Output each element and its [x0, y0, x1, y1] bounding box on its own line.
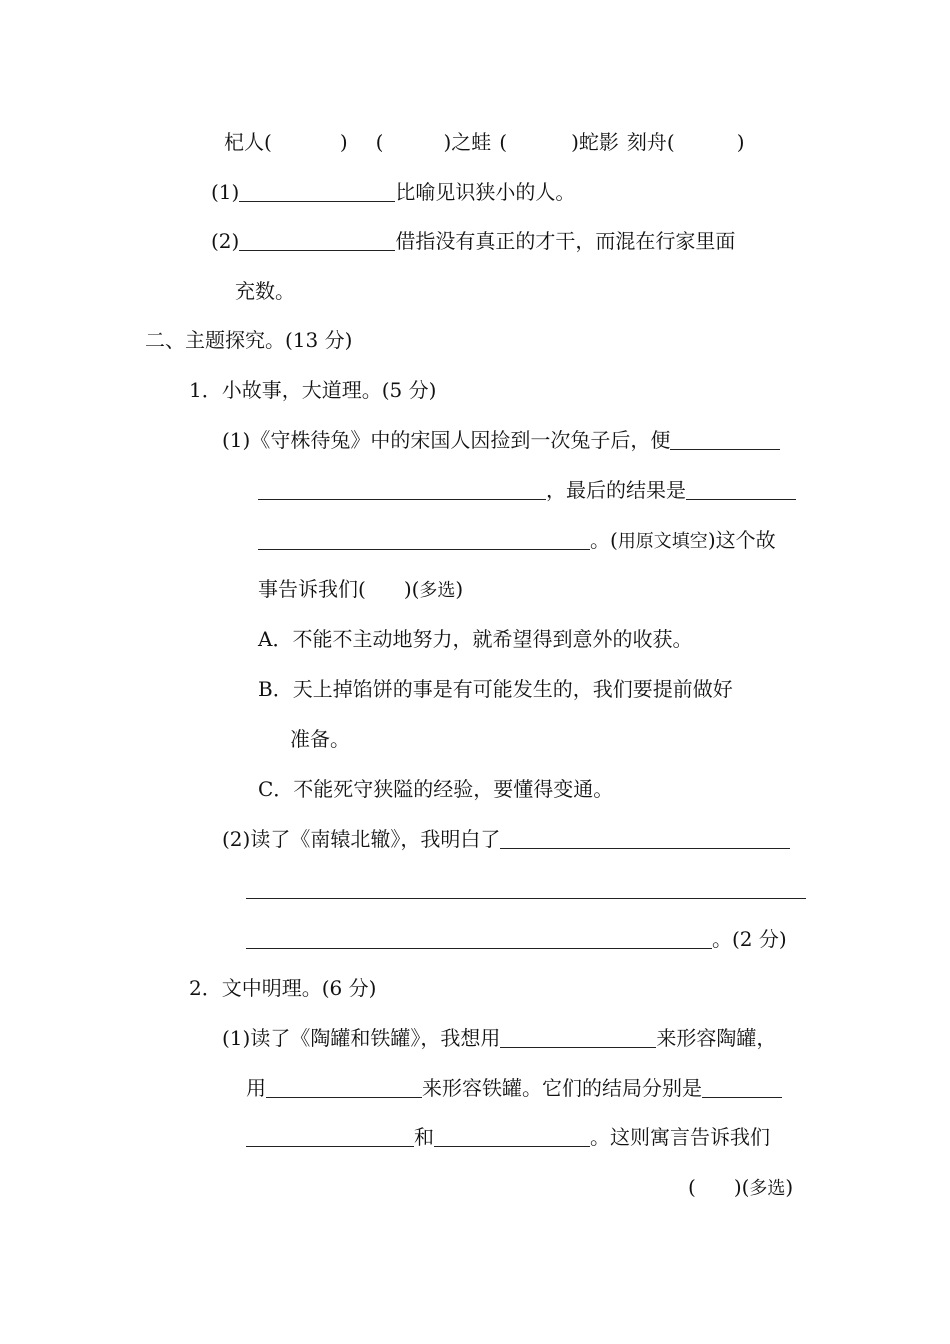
answer-blank[interactable] [239, 181, 395, 202]
answer-blank[interactable] [239, 230, 395, 251]
question-2-line: (2) 借指没有真正的才干，而混在行家里面 [211, 229, 736, 253]
part-1-sub2-line3: 。(2 分) [246, 925, 787, 953]
answer-blank[interactable] [246, 1126, 414, 1147]
multi-select-note: 多选 [749, 1178, 786, 1199]
part-1-sub2-line1: (2)读了《南辕北辙》，我明白了 [222, 825, 790, 853]
answer-blank[interactable] [258, 479, 546, 500]
answer-blank[interactable] [434, 1126, 590, 1147]
question-1-line: (1) 比喻见识狭小的人。 [211, 180, 576, 204]
answer-blank[interactable] [246, 878, 806, 899]
option-b-continuation: 准备。 [290, 727, 350, 751]
part-1-sub1-line4: 事告诉我们( )(多选) [258, 577, 464, 601]
answer-blank[interactable] [686, 479, 796, 500]
part-1-sub2-line2 [246, 875, 806, 903]
part-2-sub1-line4: ( )(多选) [688, 1175, 794, 1199]
option-b[interactable]: B．天上掉馅饼的事是有可能发生的，我们要提前做好 [258, 677, 733, 701]
idiom-4: 刻舟( [626, 130, 675, 154]
option-a[interactable]: A．不能不主动地努力，就希望得到意外的收获。 [258, 627, 693, 651]
answer-blank[interactable] [500, 828, 790, 849]
part-2-sub1-line2: 用 来形容铁罐。它们的结局分别是 [246, 1074, 782, 1102]
idiom-3: )蛇影 [571, 130, 619, 154]
answer-blank[interactable] [500, 1027, 656, 1048]
answer-blank[interactable] [258, 529, 590, 550]
question-2-continuation: 充数。 [235, 279, 295, 303]
section-2-title: 二、主题探究。(13 分) [145, 328, 353, 352]
answer-blank[interactable] [246, 928, 712, 949]
part-1-title: 1．小故事，大道理。(5 分) [189, 378, 437, 402]
idiom-2: )之蛙 [443, 130, 492, 154]
part-1-sub1-line2: ，最后的结果是 [258, 476, 796, 504]
multi-select-note: 多选 [419, 580, 456, 601]
part-2-sub1-line1: (1)读了《陶罐和铁罐》，我想用 来形容陶罐， [222, 1026, 777, 1050]
idioms-line: 杞人( ) ( )之蛙 ( )蛇影 刻舟( ) [224, 130, 745, 154]
part-2-sub1-line3: 和 。这则寓言告诉我们 [246, 1123, 770, 1151]
answer-blank[interactable] [266, 1077, 422, 1098]
option-c[interactable]: C．不能死守狭隘的经验，要懂得变通。 [258, 777, 614, 801]
part-2-title: 2．文中明理。(6 分) [189, 976, 377, 1000]
answer-blank[interactable] [702, 1077, 782, 1098]
part-1-sub1-line1: (1)《守株待兔》中的宋国人因捡到一次兔子后，便 [222, 426, 780, 454]
idiom-1: 杞人( [224, 130, 272, 154]
part-1-sub1-line3: 。(用原文填空)这个故 [258, 526, 776, 556]
fill-note: 用原文填空 [617, 531, 708, 552]
answer-blank[interactable] [670, 429, 780, 450]
